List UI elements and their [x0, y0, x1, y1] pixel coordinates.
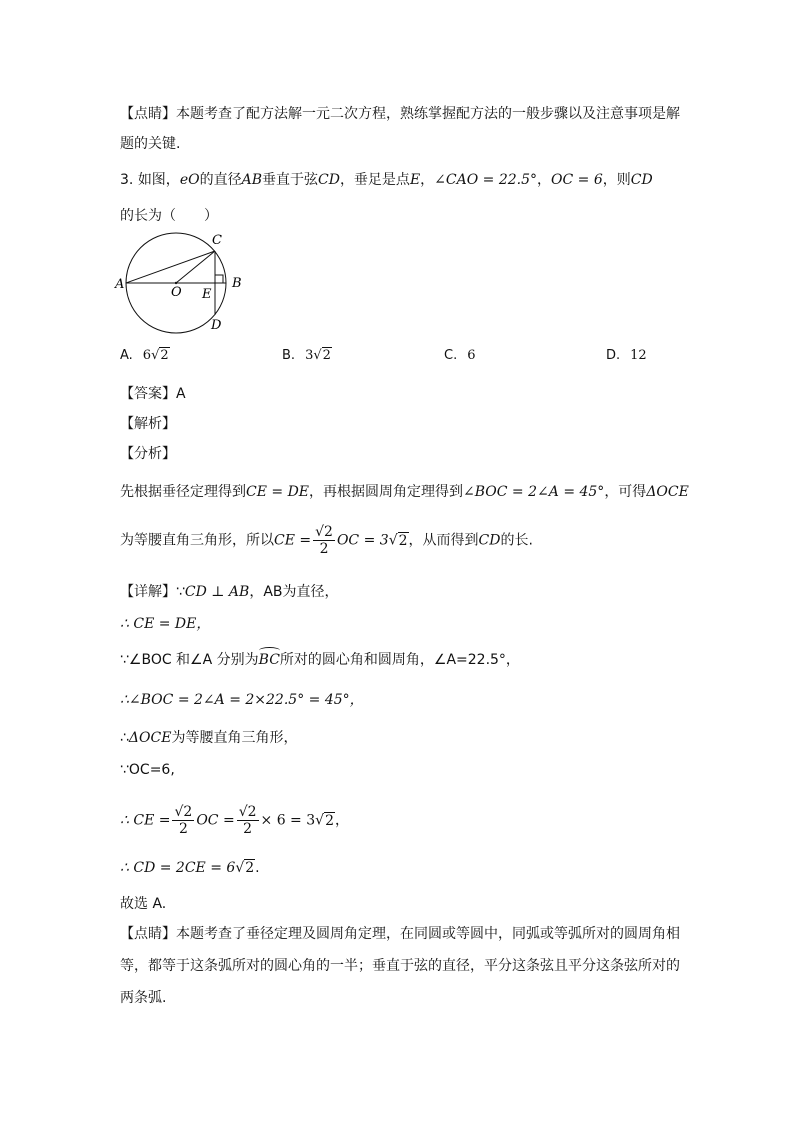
question-text: 如图， — [137, 172, 180, 188]
detail-line-7: ∴ CE = $\frac{√2}{2}$ OC = $\frac{√2}{2}$ × 6 = 3√2， — [120, 804, 349, 837]
math-e: E — [409, 172, 421, 188]
segment-oc — [176, 251, 215, 283]
question-text: 垂直于弦 — [262, 172, 318, 188]
circle-symbol: e — [179, 172, 189, 188]
detail-line-9: 故选 A. — [120, 896, 167, 912]
label-a: A — [115, 277, 125, 292]
question-text: ，则 — [602, 172, 631, 188]
math-o: O — [188, 172, 200, 188]
question-line-1 — [120, 170, 653, 190]
intro-line-1: 【点睛】本题考查了配方法解一元二次方程，熟练掌握配方法的一般步骤以及注意事项是解 — [120, 106, 680, 122]
jiexi-header: 【解析】 — [120, 416, 176, 432]
option-c[interactable] — [444, 346, 476, 366]
math-angle-cao: ∠CAO = 22.5° — [434, 172, 538, 188]
closing-line-1: 【点睛】本题考查了垂径定理及圆周角定理，在同圆或等圆中，同弧或等弧所对的圆周角相 — [120, 926, 680, 942]
circle-diagram — [112, 228, 252, 338]
right-angle-mark — [215, 275, 223, 283]
detail-line-2: ∴ CE = DE， — [120, 616, 211, 632]
option-b-value: 3√2 — [305, 348, 331, 363]
option-b-key: B. — [282, 348, 296, 363]
center-dot — [175, 282, 177, 284]
segment-ac — [126, 251, 215, 283]
detail-line-6: ∵OC=6, — [120, 762, 175, 778]
label-e: E — [202, 287, 212, 302]
closing-line-2: 等，都等于这条弧所对的圆心角的一半；垂直于弦的直径，平分这条弦且平分这条弦所对的 — [120, 958, 680, 974]
question-number: 3. — [120, 172, 134, 188]
question-text: ，垂足是点 — [339, 172, 410, 188]
label-c: C — [212, 233, 222, 248]
label-d: D — [211, 318, 222, 333]
closing-line-3: 两条弧. — [120, 990, 167, 1006]
detail-line-5: ∴ΔOCE为等腰直角三角形， — [120, 730, 298, 746]
option-d-key: D. — [606, 348, 621, 363]
detail-line-3: ∵∠BOC 和∠A 分别为BC所对的圆心角和圆周角，∠A=22.5°， — [120, 652, 520, 668]
math-cd: CD — [318, 172, 340, 188]
question-line-2: 的长为（ ） — [120, 208, 218, 224]
math-cd: CD — [630, 172, 653, 188]
arc-bc: BC — [258, 652, 280, 668]
detail-line-1: 【详解】∵CD ⊥ AB，AB为直径， — [120, 584, 339, 600]
math-ab: AB — [241, 172, 262, 188]
fraction: $\frac{√2}{2}$ — [315, 524, 333, 557]
option-a-key: A. — [120, 348, 133, 363]
analysis-line-2: 为等腰直角三角形，所以CE = $\frac{√2}{2}$ OC = 3√2，从而得到CD的长. — [120, 524, 533, 557]
detail-line-4: ∴∠BOC = 2∠A = 2×22.5° = 45°， — [120, 692, 364, 708]
intro-line-2: 题的关键. — [120, 136, 181, 152]
option-d-value: 12 — [630, 348, 647, 363]
question-text: ， — [420, 172, 435, 188]
question-text: ， — [537, 172, 552, 188]
option-c-value: 6 — [467, 348, 476, 363]
option-a-value: 6√2 — [142, 348, 169, 363]
detail-line-8: ∴ CD = 2CE = 6√2. — [120, 860, 260, 876]
math-oc: OC = 6 — [551, 172, 603, 188]
option-c-key: C. — [444, 348, 458, 363]
question-text: 的直径 — [199, 172, 242, 188]
analysis-line-1: 先根据垂径定理得到CE = DE，再根据圆周角定理得到∠BOC = 2∠A = 45°，可得ΔOCE — [120, 484, 689, 500]
label-b: B — [232, 276, 242, 291]
option-b[interactable] — [282, 346, 332, 366]
answer-line: 【答案】A — [120, 386, 186, 402]
option-d[interactable] — [606, 346, 647, 366]
label-o: O — [171, 285, 182, 300]
option-a[interactable] — [120, 346, 170, 366]
fenxi-header: 【分析】 — [120, 446, 176, 462]
